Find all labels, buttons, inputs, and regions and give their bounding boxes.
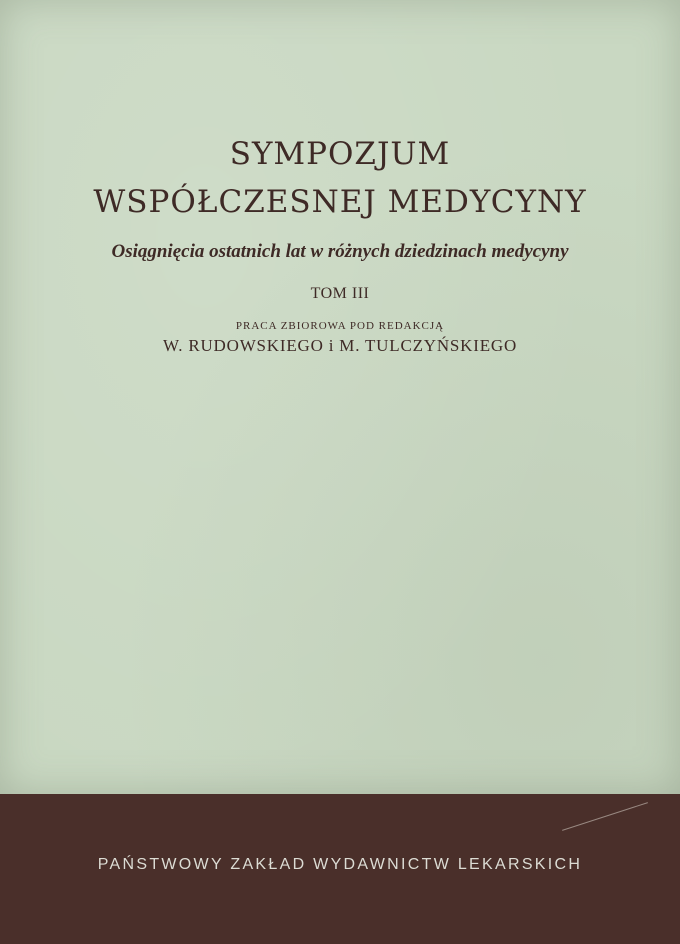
publisher-band xyxy=(0,794,680,944)
title-line-1: SYMPOZJUM xyxy=(229,136,451,172)
editorial-note: PRACA ZBIOROWA POD REDAKCJĄ xyxy=(235,320,445,332)
subtitle: Osiągnięcia ostatnich lat w różnych dziedzinach medycyny xyxy=(111,241,569,262)
title-block xyxy=(0,130,680,356)
publisher-name: PAŃSTWOWY ZAKŁAD WYDAWNICTW LEKARSKICH xyxy=(97,856,583,873)
title-line-2: WSPÓŁCZESNEJ MEDYCYNY xyxy=(93,184,587,220)
volume-label: TOM III xyxy=(310,285,370,302)
scratch-mark xyxy=(562,802,648,831)
editors: W. RUDOWSKIEGO i M. TULCZYŃSKIEGO xyxy=(162,336,518,355)
